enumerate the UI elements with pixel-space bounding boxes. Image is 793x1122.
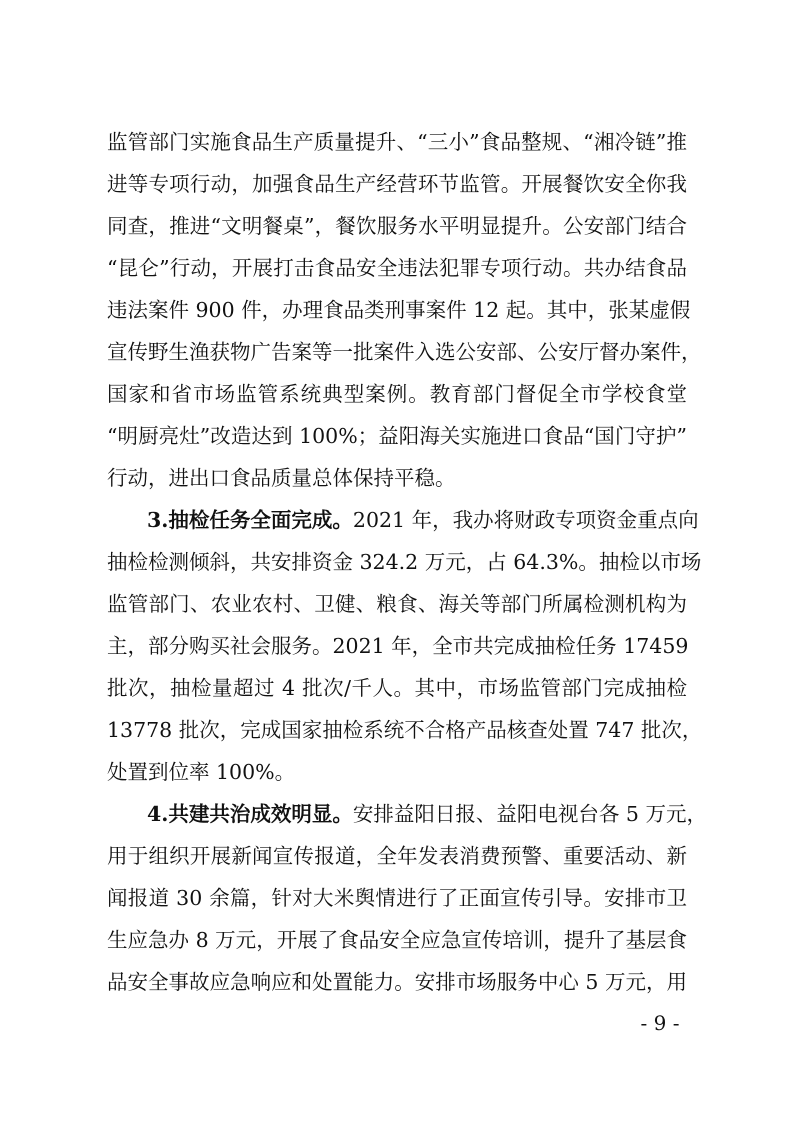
paragraph-line: 违法案件 900 件，办理食品类刑事案件 12 起。其中，张某虚假 [107,298,691,322]
section-4-first-line [147,799,707,829]
paragraph-line: 生应急办 8 万元，开展了食品安全应急宣传培训，提升了基层食 [107,928,687,952]
paragraph-line: “昆仑”行动，开展打击食品安全违法犯罪专项行动。共办结食品 [107,256,687,280]
paragraph-line: 处置到位率 100%。 [107,760,296,784]
paragraph-line: 批次，抽检量超过 4 批次/千人。其中，市场监管部门完成抽检 [107,676,687,700]
paragraph-line: 抽检检测倾斜，共安排资金 324.2 万元，占 64.3%。抽检以市场 [107,550,702,574]
paragraph-line: “明厨亮灶”改造达到 100%；益阳海关实施进口食品“国门守护” [107,424,687,448]
paragraph-line: 宣传野生渔获物广告案等一批案件入选公安部、公安厅督办案件， [107,340,702,364]
section-3-first-line [147,505,699,535]
paragraph-line: 主，部分购买社会服务。2021 年，全市共完成抽检任务 17459 [107,634,689,658]
section-3-first-line-text: 2021 年，我办将财政专项资金重点向 [352,508,699,532]
paragraph-line: 国家和省市场监管系统典型案例。教育部门督促全市学校食堂 [107,382,687,406]
paragraph-line: 行动，进出口食品质量总体保持平稳。 [107,466,456,490]
section-4-heading: 4.共建共治成效明显。 [147,802,353,826]
paragraph-line: 品安全事故应急响应和处置能力。安排市场服务中心 5 万元，用 [107,970,687,994]
paragraph-line: 同查，推进“文明餐桌”，餐饮服务水平明显提升。公安部门结合 [107,214,687,238]
paragraph-line: 13778 批次，完成国家抽检系统不合格产品核查处置 747 批次， [107,718,703,742]
paragraph-line: 用于组织开展新闻宣传报道，全年发表消费预警、重要活动、新 [107,844,687,868]
paragraph-line: 进等专项行动，加强食品生产经营环节监管。开展餐饮安全你我 [107,172,687,196]
section-3-heading: 3.抽检任务全面完成。 [147,508,353,532]
paragraph-line: 监管部门、农业农村、卫健、粮食、海关等部门所属检测机构为 [107,592,687,616]
page-number: - 9 - [640,1011,680,1035]
paragraph-line: 闻报道 30 余篇，针对大米舆情进行了正面宣传引导。安排市卫 [107,886,687,910]
paragraph-line: 监管部门实施食品生产质量提升、“三小”食品整规、“湘冷链”推 [107,130,687,154]
section-4-first-line-text: 安排益阳日报、益阳电视台各 5 万元， [352,802,707,826]
